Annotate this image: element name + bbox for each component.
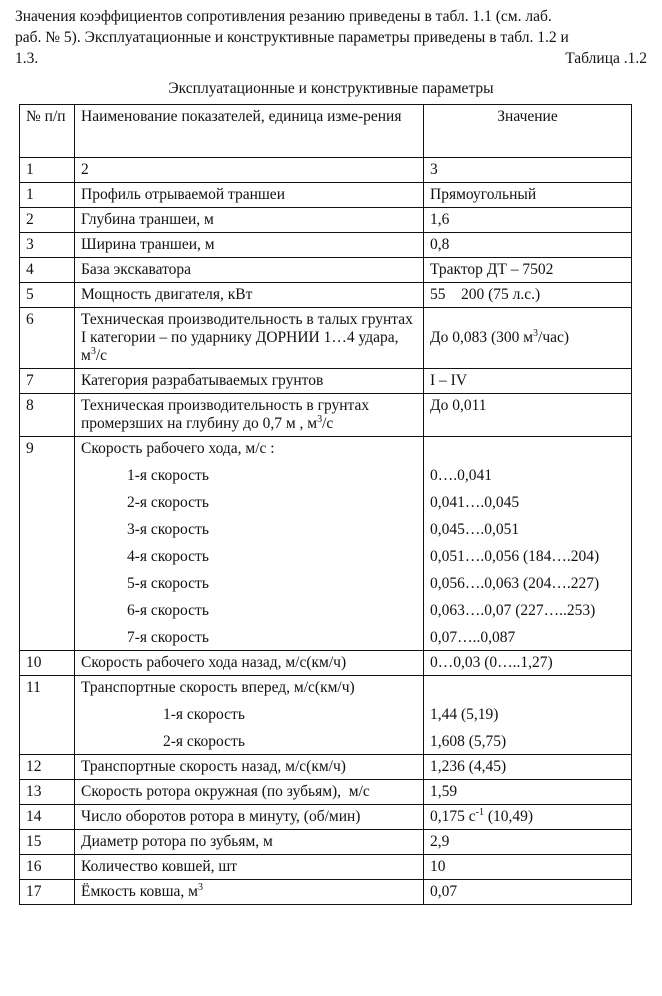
row-name: Количество ковшей, шт [75,855,424,880]
row-number: 2 [20,208,75,233]
row-name-unit: /с [322,415,334,432]
row-value: 0…0,03 (0…..1,27) [424,651,632,676]
table-row [20,830,632,855]
row-name-text: Техническая производительность в грунтах промерзших на глубину до 0,7 м , м [81,397,370,432]
table-row [20,805,632,830]
row-number: 4 [20,258,75,283]
row-value: I – IV [424,369,632,394]
table-row [20,780,632,805]
parameters-table [19,104,632,905]
speed-label: 1-я скорость [127,467,209,484]
row-value: Трактор ДТ – 7502 [424,258,632,283]
speed-label: 2-я скорость [163,733,245,750]
table-row [20,437,632,651]
table-row [20,755,632,780]
table-row [20,855,632,880]
row-name: База экскаватора [75,258,424,283]
row-value: 0,8 [424,233,632,258]
row-name: Скорость ротора окружная (по зубьям), м/с [75,780,424,805]
row-number: 7 [20,369,75,394]
row-name-text: Скорость рабочего хода, м/с : [81,440,275,457]
table-row [20,394,632,437]
row-value: 2,9 [424,830,632,855]
table-header-row [20,105,632,158]
row-name: Категория разрабатываемых грунтов [75,369,424,394]
row-value-text: До 0,083 (300 м [430,329,534,346]
row-name: Число оборотов ротора в минуту, (об/мин) [75,805,424,830]
numbering-cell-2: 2 [75,158,424,183]
table-row [20,676,632,755]
row-name-text: Техническая производительность в талых грунтах I категории – по ударнику ДОРНИИ 1…4 удара, м [81,311,413,364]
intro-line-2: раб. № 5). Эксплуатационные и конструктивные параметры приведены в табл. 1.2 и [15,29,569,46]
row-name [75,880,424,905]
row-value: До 0,011 [424,394,632,437]
speed-label: 5-я скорость [127,575,209,592]
speed-value: 0,045….0,051 [430,521,520,538]
speed-label: 6-я скорость [127,602,209,619]
header-number: № п/п [20,105,75,158]
numbering-cell-1: 1 [20,158,75,183]
row-name: Глубина траншеи, м [75,208,424,233]
row-number: 3 [20,233,75,258]
table-title: Эксплуатационные и конструктивные параметры [168,80,494,97]
row-value-text: 0,175 с [430,808,476,825]
row-number: 14 [20,805,75,830]
speed-value: 1,44 (5,19) [430,706,499,723]
row-name: Скорость рабочего хода назад, м/с(км/ч) [75,651,424,676]
table-row [20,233,632,258]
table-row [20,258,632,283]
row-number: 13 [20,780,75,805]
row-name-text: Ёмкость ковша, м [81,883,198,900]
row-value: 1,6 [424,208,632,233]
table-row [20,308,632,369]
row-number: 17 [20,880,75,905]
row-number: 9 [20,437,75,651]
speed-label: 7-я скорость [127,629,209,646]
superscript: 3 [90,345,96,357]
table-number: Таблица .1.2 [565,50,647,67]
row-value [424,308,632,369]
speed-value: 1,608 (5,75) [430,733,507,750]
row-name: Ширина траншеи, м [75,233,424,258]
row-name-text: Транспортные скорость вперед, м/с(км/ч) [81,679,355,696]
row-number: 15 [20,830,75,855]
speed-value: 0,07…..0,087 [430,629,516,646]
speed-label: 1-я скорость [163,706,245,723]
row-name: Транспортные скорость назад, м/с(км/ч) [75,755,424,780]
row-name [75,394,424,437]
row-name [75,676,424,755]
intro-line-3 [15,48,651,69]
row-number: 11 [20,676,75,755]
speed-value: 0,041….0,045 [430,494,520,511]
header-value: Значение [424,105,632,158]
row-value: 0,07 [424,880,632,905]
header-name: Наименование показателей, единица изме-рения [75,105,424,158]
row-number: 10 [20,651,75,676]
row-value: 1,236 (4,45) [424,755,632,780]
row-name [75,308,424,369]
speed-value: 0….0,041 [430,467,492,484]
table-row [20,880,632,905]
row-number: 1 [20,183,75,208]
row-number: 6 [20,308,75,369]
speed-label: 4-я скорость [127,548,209,565]
speed-value: 0,063….0,07 (227…..253) [430,602,596,619]
superscript: 3 [317,413,323,425]
table-row [20,283,632,308]
superscript: -1 [475,806,484,818]
row-number: 8 [20,394,75,437]
table-row [20,183,632,208]
intro-line-3-text: 1.3. [15,50,39,67]
intro-line-1: Значения коэффициентов сопротивления резанию приведены в табл. 1.1 (см. лаб. [15,8,552,25]
row-value: 10 [424,855,632,880]
superscript: 3 [197,881,203,893]
intro-paragraph [15,6,651,69]
row-number: 12 [20,755,75,780]
row-value: 55 200 (75 л.с.) [424,283,632,308]
table-row [20,208,632,233]
speed-label: 2-я скорость [127,494,209,511]
numbering-row [20,158,632,183]
row-value [424,437,632,651]
row-number: 5 [20,283,75,308]
table-row [20,651,632,676]
row-value [424,676,632,755]
row-value [424,805,632,830]
row-value: Прямоугольный [424,183,632,208]
row-value-unit: /час) [538,329,570,346]
row-number: 16 [20,855,75,880]
speed-value: 0,051….0,056 (184….204) [430,548,600,565]
row-value: 1,59 [424,780,632,805]
numbering-cell-3: 3 [424,158,632,183]
row-value-unit: (10,49) [483,808,534,825]
superscript: 3 [533,327,539,339]
row-name: Мощность двигателя, кВт [75,283,424,308]
speed-value: 0,056….0,063 (204….227) [430,575,600,592]
row-name-unit: /с [95,347,107,364]
row-name: Профиль отрываемой траншеи [75,183,424,208]
speed-label: 3-я скорость [127,521,209,538]
row-name: Диаметр ротора по зубьям, м [75,830,424,855]
table-row [20,369,632,394]
row-name [75,437,424,651]
